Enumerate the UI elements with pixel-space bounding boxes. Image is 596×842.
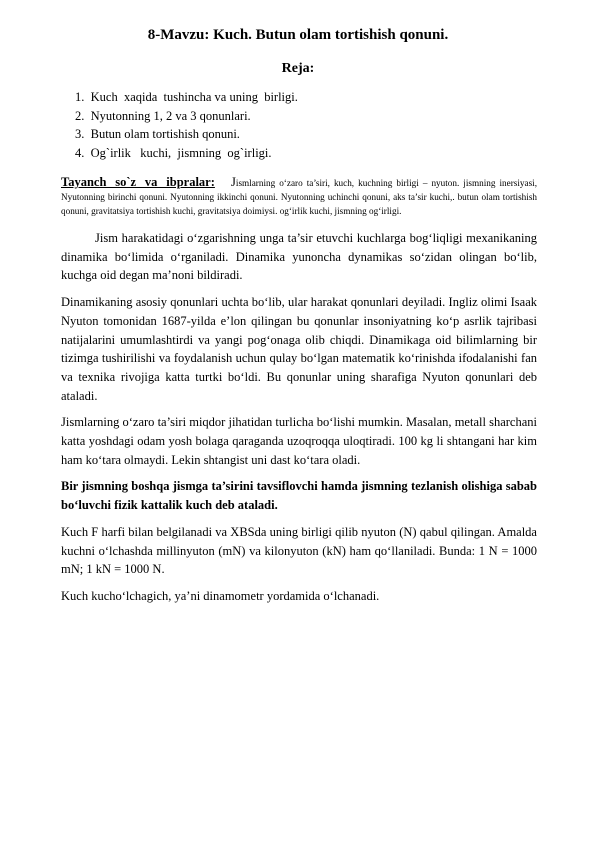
- plan-list: [75, 88, 298, 162]
- keywords-label: Tayanch so`z va ibpralar:: [61, 175, 215, 189]
- paragraph-newton-laws: Dinamikaning asosiy qonunlari uchta bo‘lib, ular harakat qonunlari deyiladi. Ingliz olimi Isaak Nyuton tomonidan 1687-yilda e’lon qilingan bu qonunlar insoniyatning ko‘p asrlik tajribasi natijalarini umumlashtirdi va yangi pog‘onaga olib chiqdi. Dinamikaga oid bilimlarning bir tizimga tushirilishi va foydalanish uchun qulay bo‘lgan matematik ko‘rinishda ifodalanishi fan va texnika rivojiga katta turtki bo‘ldi. Bu qonunlar uning sharafiga Nyuton qonunlari deb ataladi.: [61, 295, 537, 403]
- plan-heading: Reja:: [281, 61, 315, 76]
- document-title: 8-Mavzu: Kuch. Butun olam tortishish qonuni.: [147, 27, 449, 43]
- paragraph-interaction: Jismlarning o‘zaro ta’siri miqdor jihatidan turlicha bo‘lishi mumkin. Masalan, metall sharchani katta yoshdagi odam yosh bolaga qaraganda uzoqroqqa uloqtiradi. 100 kg li shtangani har kim ham ko‘tara olmaydi. Lekin shtangist uni dast ko‘tara oladi.: [61, 415, 537, 467]
- paragraph-dynamometer: Kuch kucho‘lchagich, ya’ni dinamometr yordamida o‘lchanadi.: [61, 588, 380, 603]
- plan-item: 4. Og`irlik kuchi, jismning og`irligi.: [75, 145, 272, 160]
- document-body: [61, 175, 537, 606]
- plan-item: 1. Kuch xaqida tushincha va uning birligi.: [75, 90, 298, 104]
- paragraph-force-definition: Bir jismning boshqa jismga ta’sirini tavsiflovchi hamda jismning tezlanish olishiga sabab bo‘luvchi fizik kattalik kuch deb ataladi.: [61, 479, 537, 513]
- plan-item: 2. Nyutonning 1, 2 va 3 qonunlari.: [75, 108, 251, 123]
- paragraph-force-units: Kuch F harfi bilan belgilanadi va XBSda uning birligi qilib nyuton (N) qabul qilingan. Amalda kuchni o‘lchashda millinyuton (mN) va kilonyuton (kN) ham qo‘llaniladi. Bunda: 1 N = 1000 mN; 1 kN = 1000 N.: [61, 524, 537, 577]
- plan-item: 3. Butun olam tortishish qonuni.: [75, 127, 240, 141]
- paragraph-dynamics: Jism harakatidagi o‘zgarishning unga ta’sir etuvchi kuchlarga bog‘liqligi mexanikaning dinamika bo‘limida o‘rganiladi. Dinamika yunoncha dynamikas so‘zidan olingan bo‘lib, kuchga oid degan ma’noni bildiradi.: [61, 231, 537, 283]
- keywords-paragraph: [61, 175, 537, 218]
- keywords-first-letter: J: [231, 175, 236, 189]
- keywords-text: ismlarning o‘zaro ta’siri, kuch, kuchning birligi – nyuton. jismning inersiyasi, Nyutonning birinchi qonuni. Nyutonning ikkinchi qonuni. Nyutonning uchinchi qonuni, aks ta’sir kuchi,. butun olam tortishish qonuni, gravitatsiya tortishish kuchi, gravitatsiya doimiysi. og‘irlik kuchi, jismning og‘irligi.: [61, 178, 538, 216]
